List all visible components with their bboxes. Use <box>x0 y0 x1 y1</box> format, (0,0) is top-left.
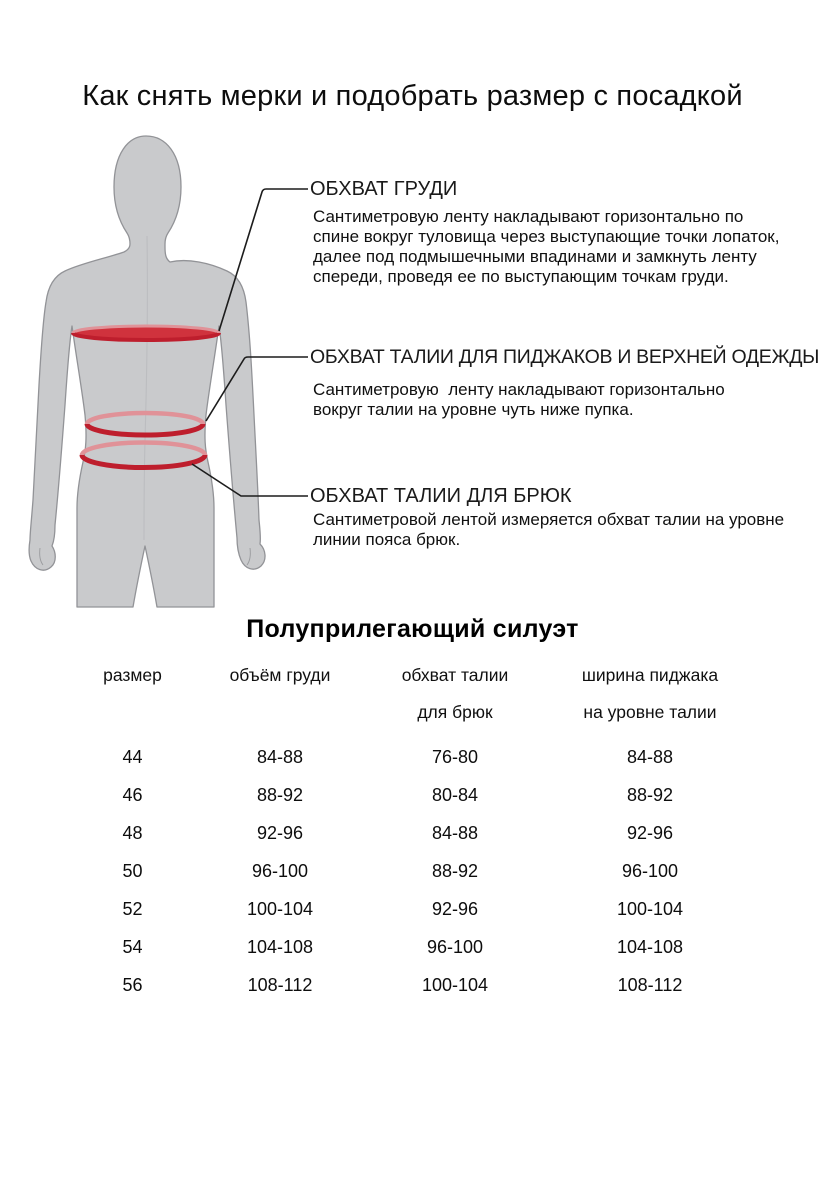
table-cell: 80-84 <box>431 784 479 805</box>
section-body-line: Сантиметровую ленту накладывают горизонтально по <box>313 207 744 226</box>
section-heading-chest: ОБХВАТ ГРУДИ <box>310 178 458 200</box>
table-cell: 92-96 <box>626 822 674 843</box>
table-cell: 48 <box>122 822 143 843</box>
table-cell: 88-92 <box>626 784 674 805</box>
section-body-line: Сантиметровой лентой измеряется обхват талии на уровне <box>313 510 785 529</box>
section-heading-trouser-waist: ОБХВАТ ТАЛИИ ДЛЯ БРЮК <box>310 485 572 507</box>
table-cell: 84-88 <box>626 746 674 767</box>
table-cell: 96-100 <box>251 860 309 881</box>
table-cell: 88-92 <box>431 860 479 881</box>
table-cell: 100-104 <box>421 974 489 995</box>
table-cell: 96-100 <box>621 860 679 881</box>
table-cell: 52 <box>122 898 143 919</box>
table-cell: 100-104 <box>616 898 684 919</box>
table-cell: 76-80 <box>431 746 479 767</box>
section-body-jacket-waist <box>313 380 725 420</box>
table-cell: 108-112 <box>247 974 313 995</box>
table-cell: 108-112 <box>617 974 683 995</box>
section-body-chest <box>313 207 779 287</box>
section-heading-jacket-waist: ОБХВАТ ТАЛИИ ДЛЯ ПИДЖАКОВ И ВЕРХНЕЙ ОДЕЖДЫ <box>310 346 820 368</box>
table-header-cell-waist: обхват талии <box>401 665 509 685</box>
table-cell: 50 <box>122 860 143 881</box>
section-body-line: далее под подмышечными впадинами и замкнуть ленту <box>313 247 757 266</box>
table-header-cell-size-line2 <box>85 694 180 731</box>
table-cell: 46 <box>122 784 143 805</box>
jacket-waist-callout-line <box>206 357 308 421</box>
section-body-line: спереди, проведя ее по выступающим точкам груди. <box>313 267 729 286</box>
table-cell: 104-108 <box>246 936 314 957</box>
table-header-cell-chest: объём груди <box>229 665 331 685</box>
table-cell: 104-108 <box>616 936 684 957</box>
section-body-line: линии пояса брюк. <box>313 530 461 549</box>
table-cell: 88-92 <box>256 784 304 805</box>
table-cell: 96-100 <box>426 936 484 957</box>
table-cell: 54 <box>122 936 143 957</box>
table-header-cell-size: размер <box>103 665 162 685</box>
table-header-cell-jacket-width: ширина пиджака <box>581 665 719 685</box>
table-cell: 92-96 <box>256 822 304 843</box>
table-cell: 44 <box>122 746 143 767</box>
section-body-line: спине вокруг туловища через выступающие точки лопаток, <box>313 227 780 246</box>
table-cell: 92-96 <box>431 898 479 919</box>
section-body-line: Сантиметровую ленту накладывают горизонтально <box>313 380 725 399</box>
size-table-body <box>85 738 770 1004</box>
table-cell: 84-88 <box>431 822 479 843</box>
section-body-trouser-waist <box>313 510 784 550</box>
section-body-line: вокруг талии на уровне чуть ниже пупка. <box>313 400 634 419</box>
page-title: Как снять мерки и подобрать размер с посадкой <box>82 80 743 112</box>
chest-measure-band <box>73 326 219 340</box>
table-header-cell-waist-line2: для брюк <box>417 702 493 722</box>
table-header-cell-chest-line2 <box>180 694 380 731</box>
table-cell: 100-104 <box>246 898 314 919</box>
table-title: Полуприлегающий силуэт <box>246 615 579 643</box>
table-cell: 84-88 <box>256 746 304 767</box>
table-cell: 56 <box>122 974 143 995</box>
table-header-cell-jacket-width-line2: на уровне талии <box>583 702 717 722</box>
size-table-header <box>85 657 770 731</box>
